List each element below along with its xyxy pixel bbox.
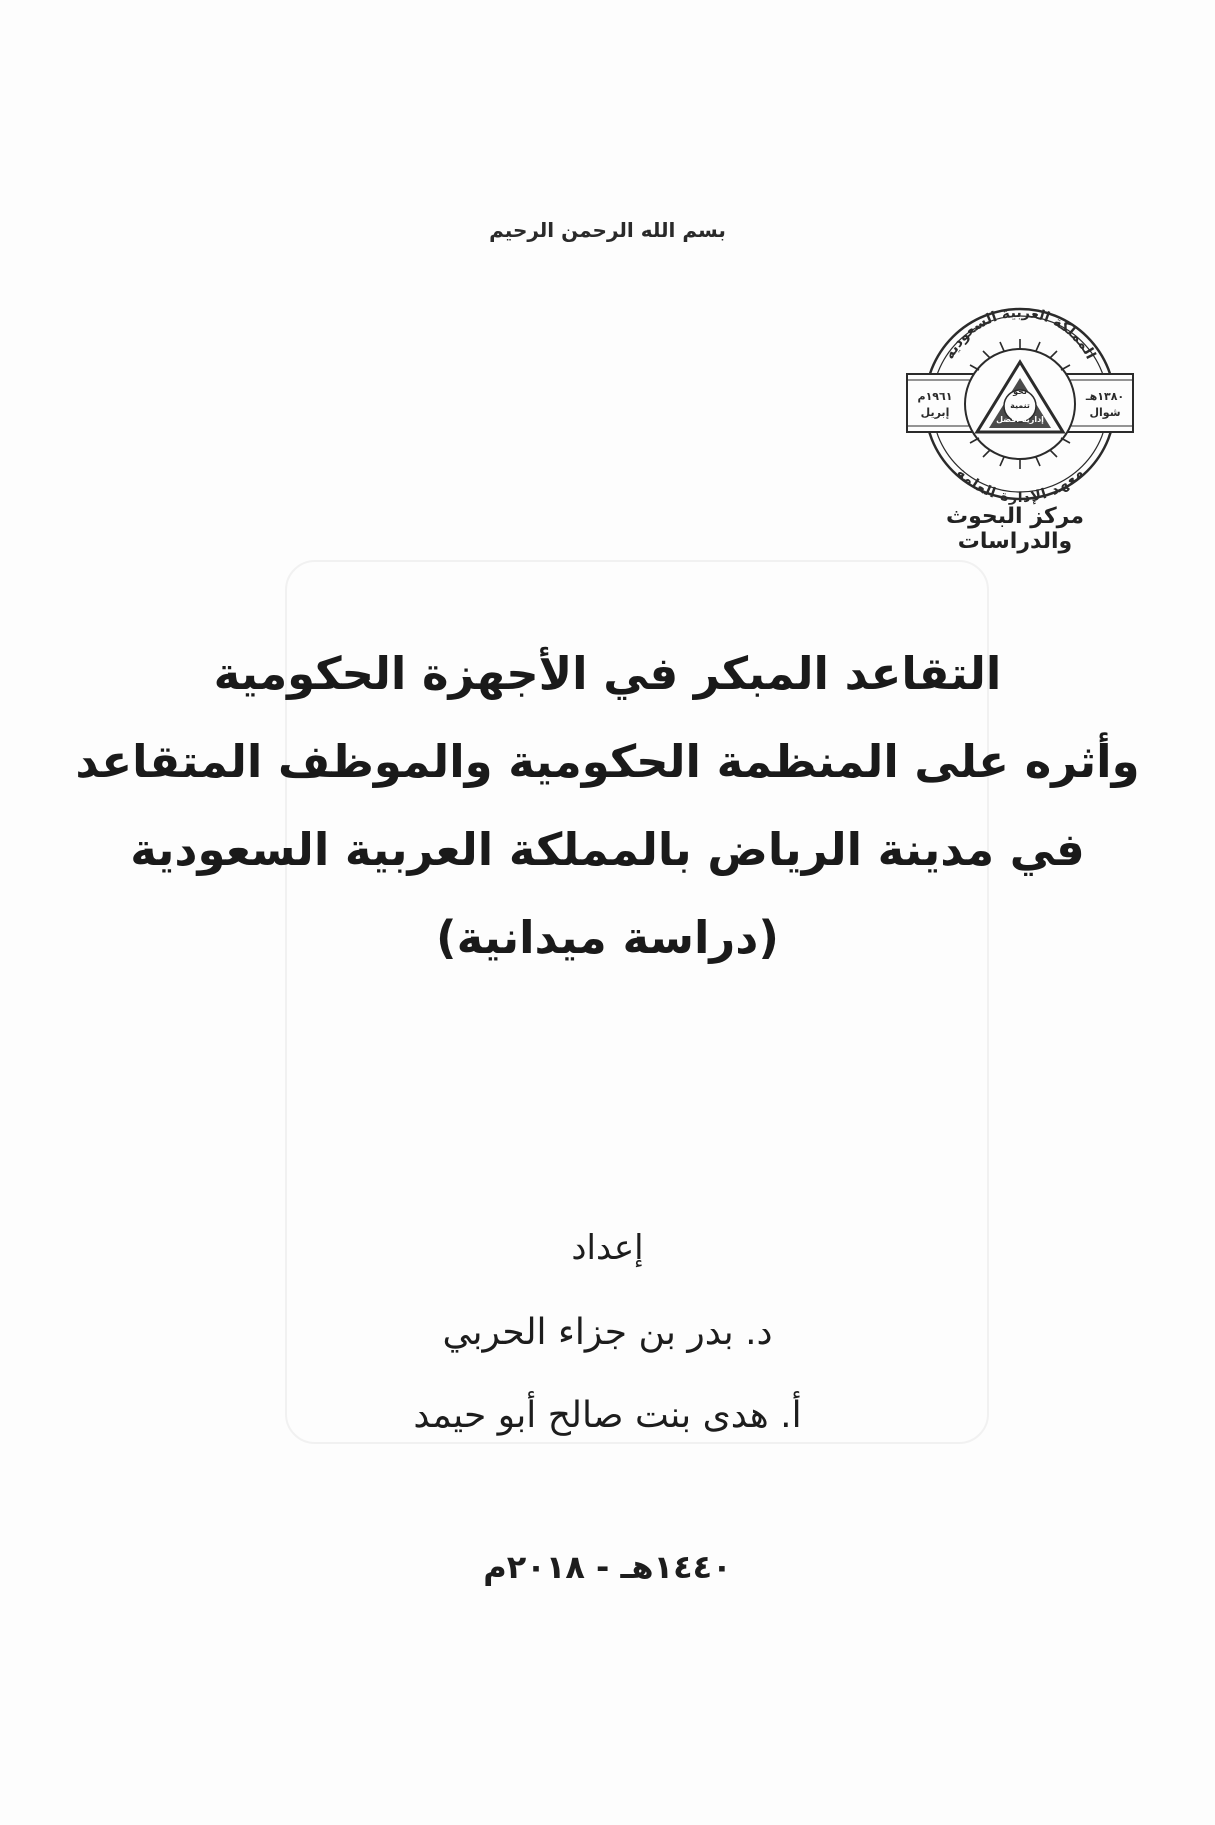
basmala: بسم الله الرحمن الرحيم — [489, 218, 726, 242]
seal-right-date-bottom: شوال — [1089, 406, 1121, 419]
research-center-name: مركز البحوث والدراسات — [946, 504, 1084, 554]
title-line-4: (دراسة ميدانية) — [436, 911, 779, 964]
document-title — [0, 630, 1215, 982]
svg-text:معهد الإدارة العامة — [953, 465, 1086, 506]
seal-center-bottom: إدارية أفضل — [996, 415, 1044, 424]
seal-right-date-top: ١٣٨٠هـ — [1085, 390, 1125, 403]
title-line-2: وأثره على المنظمة الحكومية والموظف المتقاعد — [75, 735, 1140, 788]
publication-date: ١٤٤٠هـ - ٢٠١٨م — [483, 1548, 732, 1586]
prepared-by-label: إعداد — [571, 1228, 644, 1268]
seal-left-date-top: ١٩٦١م — [917, 390, 953, 403]
seal-center-top: نحو — [1013, 387, 1027, 396]
title-line-3: في مدينة الرياض بالمملكة العربية السعودية — [130, 823, 1085, 876]
seal-emblem — [905, 282, 1135, 522]
seal-left-date-bottom: إبريل — [920, 406, 950, 419]
seal-bottom-arc-text: معهد الإدارة العامة — [953, 465, 1087, 507]
title-line-1: التقاعد المبكر في الأجهزة الحكومية — [213, 647, 1002, 700]
seal-center-middle: تنمية — [1010, 401, 1030, 410]
author-2: أ. هدى بنت صالح أبو حيمد — [413, 1395, 802, 1436]
institute-seal — [905, 282, 1135, 522]
author-1: د. بدر بن جزاء الحربي — [442, 1312, 773, 1353]
seal-top-arc-text: المملكة العربية السعودية — [941, 304, 1099, 362]
